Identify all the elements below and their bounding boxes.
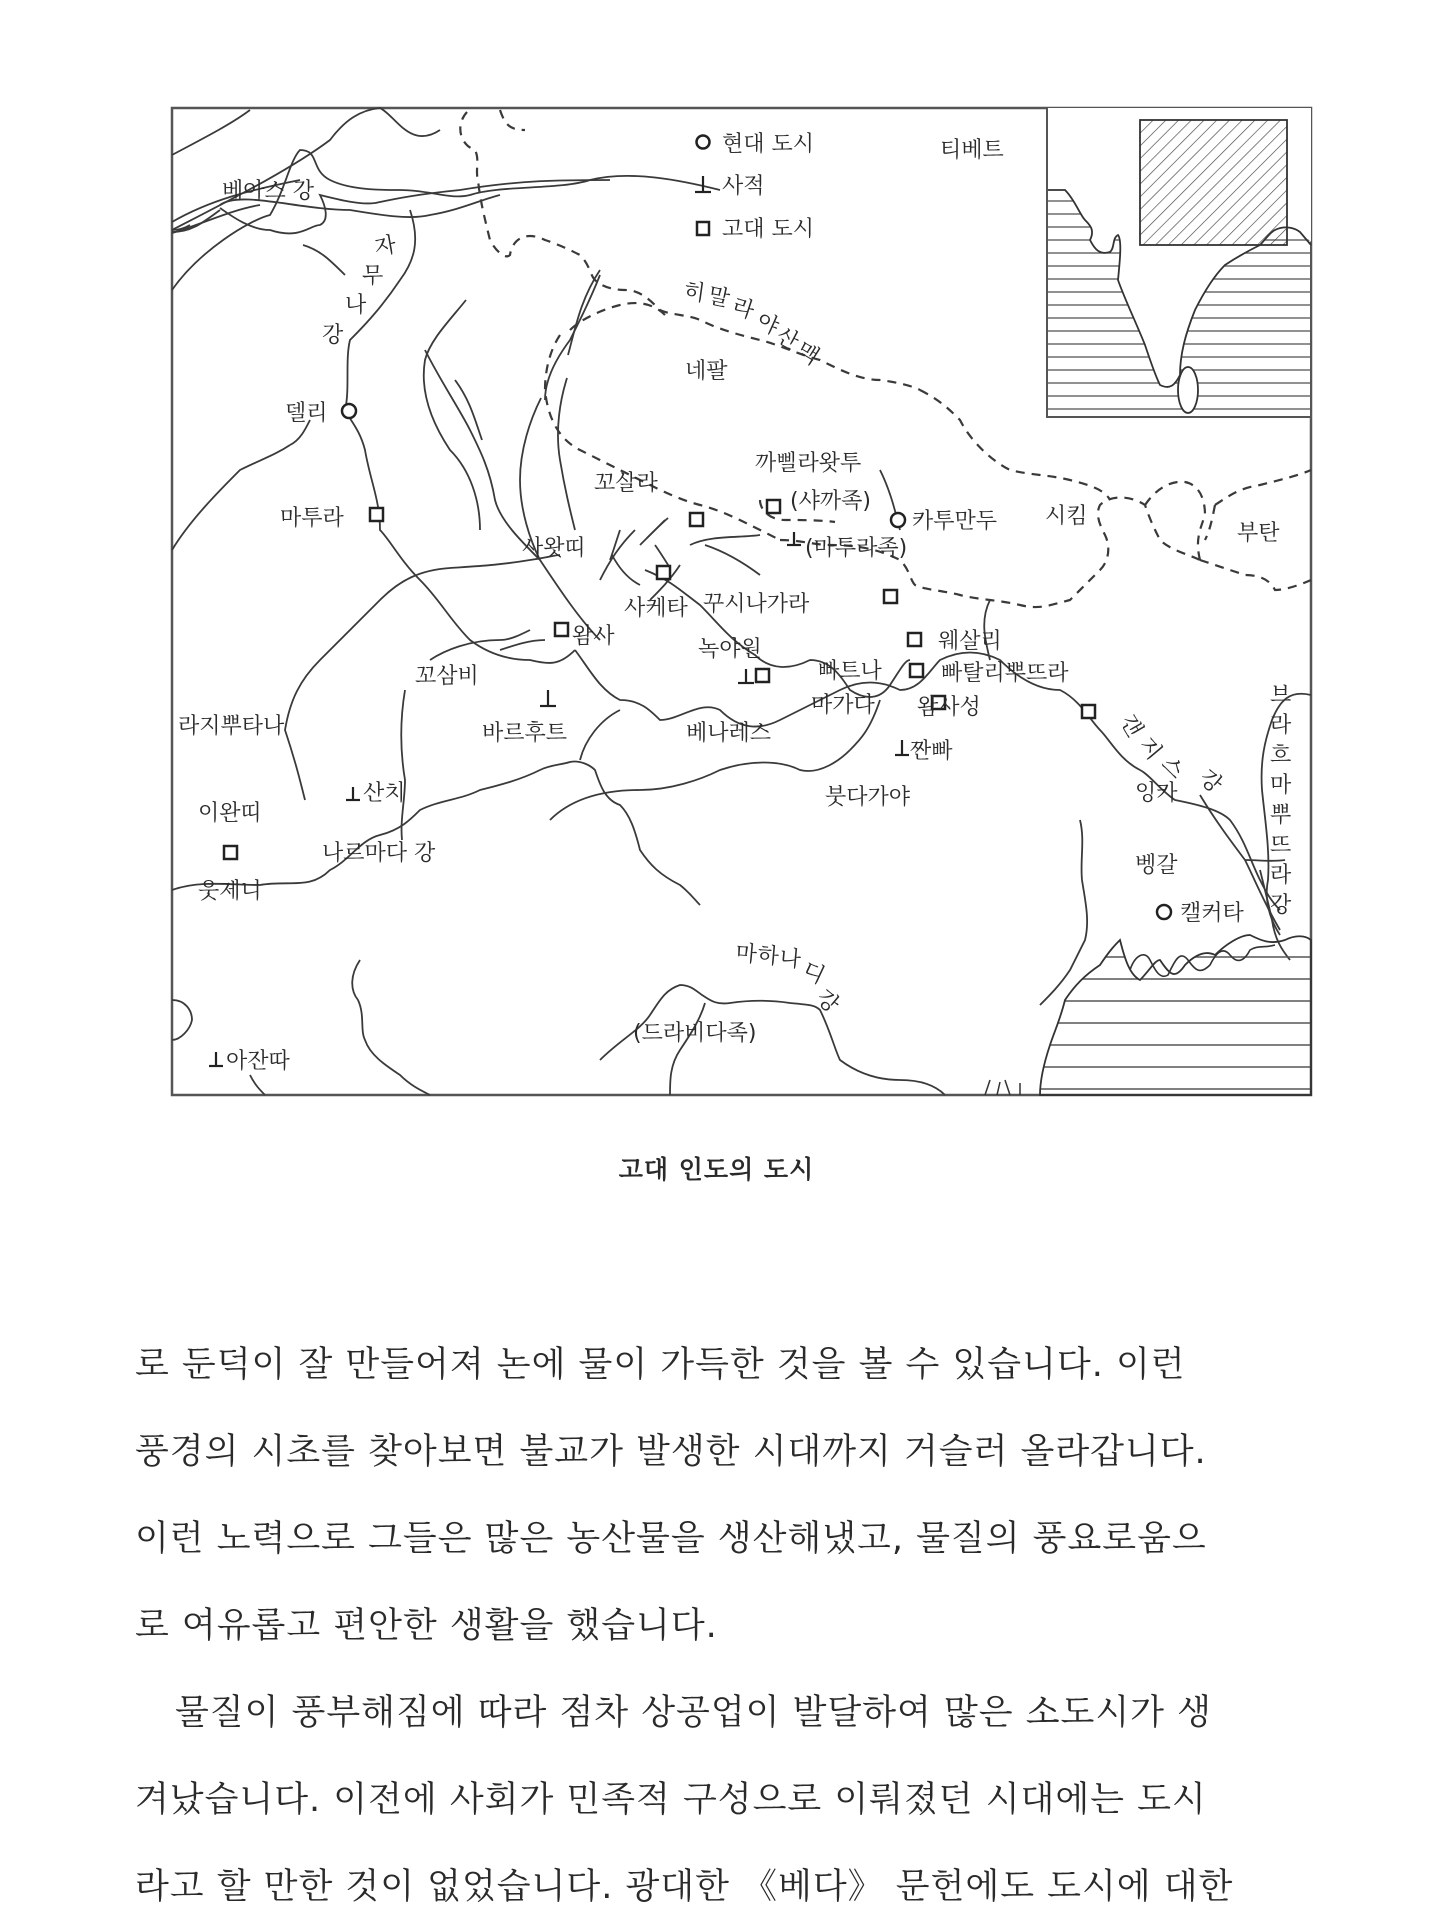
svg-text:마: 마 <box>1270 773 1292 798</box>
modern-city-legend-icon <box>697 136 710 149</box>
body-line: 풍경의 시초를 찾아보면 불교가 발생한 시대까지 거슬러 올라갑니다. <box>135 1432 1207 1472</box>
body-line: 로 여유롭고 편안한 생활을 했습니다. <box>135 1606 718 1646</box>
svg-text:산: 산 <box>772 323 803 356</box>
svg-text:사적: 사적 <box>722 174 765 199</box>
svg-text:뿌: 뿌 <box>1270 803 1292 828</box>
body-line: 이런 노력으로 그들은 많은 농산물을 생산해냈고, 물질의 풍요로움으 <box>135 1519 1207 1559</box>
svg-text:이완띠: 이완띠 <box>198 801 262 826</box>
svg-text:라: 라 <box>729 293 758 325</box>
svg-text:나르마다 강: 나르마다 강 <box>322 841 436 866</box>
svg-text:아잔따: 아잔따 <box>226 1049 290 1074</box>
svg-text:붓다가야: 붓다가야 <box>825 785 911 810</box>
svg-text:카투만두: 카투만두 <box>912 509 998 534</box>
svg-text:마투라: 마투라 <box>280 506 344 531</box>
svg-text:흐: 흐 <box>1270 743 1292 768</box>
svg-text:(드라비다족): (드라비다족) <box>633 1021 757 1046</box>
svg-text:티베트: 티베트 <box>940 138 1004 163</box>
himalaya-dashes <box>570 303 665 330</box>
body-line: 로 둔덕이 잘 만들어져 논에 물이 가득한 것을 볼 수 있습니다. 이런 <box>135 1345 1186 1385</box>
svg-text:짠빠: 짠빠 <box>910 739 953 764</box>
body-line: 겨났습니다. 이전에 사회가 민족적 구성으로 이뤄졌던 시대에는 도시 <box>135 1780 1207 1820</box>
svg-text:꼬살라: 꼬살라 <box>594 471 658 496</box>
svg-text:무: 무 <box>362 264 384 289</box>
focus-area <box>1140 120 1287 245</box>
svg-text:베나레스: 베나레스 <box>686 721 772 746</box>
svg-text:맥: 맥 <box>791 337 824 371</box>
svg-text:히: 히 <box>682 279 707 307</box>
svg-text:라: 라 <box>1270 713 1292 738</box>
svg-text:캘커타: 캘커타 <box>1180 901 1244 926</box>
svg-text:왐사: 왐사 <box>572 624 615 649</box>
svg-text:브: 브 <box>1270 683 1292 708</box>
svg-text:사케타: 사케타 <box>624 596 688 621</box>
svg-text:베아스 강: 베아스 강 <box>222 179 315 204</box>
svg-text:산치: 산치 <box>363 781 406 806</box>
svg-text:웨살리: 웨살리 <box>938 629 1002 654</box>
svg-text:녹야원: 녹야원 <box>698 637 762 662</box>
svg-text:뜨: 뜨 <box>1270 833 1292 858</box>
svg-text:마가다: 마가다 <box>811 693 875 718</box>
svg-text:말: 말 <box>705 283 732 313</box>
svg-text:까삘라왓투: 까삘라왓투 <box>755 451 862 476</box>
map-caption: 고대 인도의 도시 <box>618 1155 815 1184</box>
body-text <box>135 1322 1345 1931</box>
svg-text:디: 디 <box>798 957 829 990</box>
svg-text:나: 나 <box>778 946 802 973</box>
svg-text:바르후트: 바르후트 <box>482 721 568 746</box>
svg-text:스: 스 <box>1155 751 1189 785</box>
svg-text:왐사성: 왐사성 <box>917 695 981 720</box>
svg-text:꼬삼비: 꼬삼비 <box>415 664 479 689</box>
svg-text:시킴: 시킴 <box>1045 504 1088 529</box>
svg-text:마: 마 <box>734 941 758 968</box>
svg-text:나: 나 <box>345 293 367 318</box>
svg-text:사왓띠: 사왓띠 <box>522 536 586 561</box>
svg-text:빠트나: 빠트나 <box>818 659 882 684</box>
svg-text:라지뿌타나: 라지뿌타나 <box>178 714 285 739</box>
svg-text:부탄: 부탄 <box>1237 521 1280 546</box>
svg-text:네팔: 네팔 <box>685 359 728 384</box>
svg-text:꾸시나가라: 꾸시나가라 <box>703 592 810 617</box>
svg-text:지: 지 <box>1133 732 1167 766</box>
svg-text:자: 자 <box>372 232 398 261</box>
svg-text:현대 도시: 현대 도시 <box>722 132 815 157</box>
svg-text:갠: 갠 <box>1114 710 1148 742</box>
svg-text:강: 강 <box>1270 893 1292 918</box>
sri-lanka <box>1178 367 1198 413</box>
svg-text:야: 야 <box>752 308 783 341</box>
svg-text:(샤까족): (샤까족) <box>790 489 871 514</box>
svg-text:벵갈: 벵갈 <box>1135 853 1178 878</box>
svg-text:강: 강 <box>811 985 844 1019</box>
svg-text:고대 도시: 고대 도시 <box>722 217 815 242</box>
svg-text:라: 라 <box>1270 863 1292 888</box>
svg-text:웃제니: 웃제니 <box>198 879 262 904</box>
ancient-city-legend-icon <box>697 222 709 235</box>
svg-text:델리: 델리 <box>285 401 328 426</box>
svg-text:잉카: 잉카 <box>1135 781 1178 806</box>
svg-text:강: 강 <box>1194 765 1227 799</box>
legend <box>695 132 814 242</box>
svg-text:(마투라족): (마투라족) <box>805 536 908 561</box>
body-line: 라고 할 만한 것이 없었습니다. 광대한 《베다》 문헌에도 도시에 대한 <box>135 1867 1234 1907</box>
svg-text:하: 하 <box>756 943 780 970</box>
inset-map <box>1047 108 1311 417</box>
svg-text:강: 강 <box>322 323 344 348</box>
svg-text:빠탈리뿌뜨라: 빠탈리뿌뜨라 <box>941 661 1069 686</box>
bay-of-bengal <box>985 935 1311 1095</box>
body-line: 물질이 풍부해짐에 따라 점차 상공업이 발달하여 많은 소도시가 생 <box>175 1693 1212 1733</box>
